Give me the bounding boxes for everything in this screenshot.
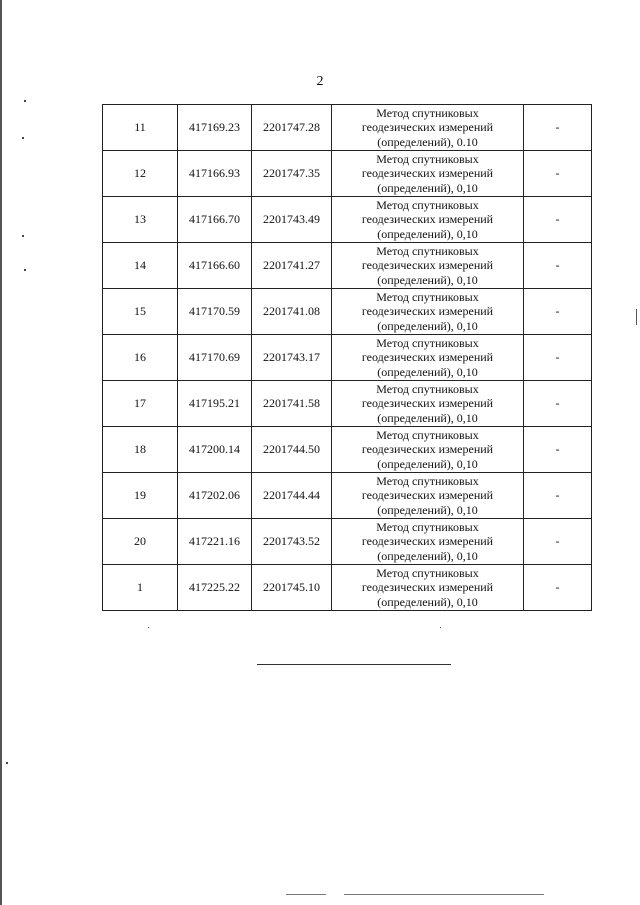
method-line: геодезических измерений xyxy=(361,534,494,549)
y-coordinate-cell: 2201744.44 xyxy=(252,473,332,519)
x-coordinate-cell: 417225.22 xyxy=(178,565,252,611)
scan-speck xyxy=(22,137,24,139)
x-coordinate-cell: 417166.60 xyxy=(178,243,252,289)
table-row xyxy=(103,519,592,565)
x-coordinate-cell: 417200.14 xyxy=(178,427,252,473)
y-coordinate-cell: 2201747.28 xyxy=(252,105,332,151)
method-line: (определений), 0,10 xyxy=(377,502,478,517)
note-cell: - xyxy=(524,565,592,611)
method-cell xyxy=(332,335,524,381)
table-row xyxy=(103,565,592,611)
method-cell xyxy=(332,105,524,151)
scan-speck xyxy=(24,269,26,271)
x-coordinate-cell: 417202.06 xyxy=(178,473,252,519)
note-cell: - xyxy=(524,427,592,473)
method-line: Метод спутниковых xyxy=(376,473,479,488)
scan-speck xyxy=(24,100,26,102)
table-row xyxy=(103,473,592,519)
method-cell xyxy=(332,197,524,243)
point-number-cell: 17 xyxy=(103,381,178,427)
table-row xyxy=(103,105,592,151)
method-line: (определений), 0.10 xyxy=(377,134,478,149)
y-coordinate-cell: 2201743.52 xyxy=(252,519,332,565)
method-line: Метод спутниковых xyxy=(376,381,479,396)
note-cell: - xyxy=(524,381,592,427)
x-coordinate-cell: 417221.16 xyxy=(178,519,252,565)
method-line: (определений), 0,10 xyxy=(377,548,478,563)
table-row xyxy=(103,427,592,473)
method-line: Метод спутниковых xyxy=(376,565,479,580)
x-coordinate-cell: 417170.59 xyxy=(178,289,252,335)
method-line: геодезических измерений xyxy=(361,350,494,365)
x-coordinate-cell: 417170.69 xyxy=(178,335,252,381)
scan-dash xyxy=(286,894,326,895)
method-line: геодезических измерений xyxy=(361,120,494,135)
method-cell xyxy=(332,381,524,427)
method-line: геодезических измерений xyxy=(361,258,494,273)
x-coordinate-cell: 417195.21 xyxy=(178,381,252,427)
note-cell: - xyxy=(524,473,592,519)
point-number-cell: 19 xyxy=(103,473,178,519)
method-line: (определений), 0,10 xyxy=(377,594,478,609)
table-row xyxy=(103,335,592,381)
note-cell: - xyxy=(524,151,592,197)
method-cell xyxy=(332,151,524,197)
point-number-cell: 15 xyxy=(103,289,178,335)
method-line: геодезических измерений xyxy=(361,212,494,227)
table-row xyxy=(103,197,592,243)
method-line: Метод спутниковых xyxy=(376,427,479,442)
point-number-cell: 18 xyxy=(103,427,178,473)
method-line: Метод спутниковых xyxy=(376,289,479,304)
method-line: Метод спутниковых xyxy=(376,105,479,120)
method-cell xyxy=(332,427,524,473)
y-coordinate-cell: 2201741.27 xyxy=(252,243,332,289)
method-line: геодезических измерений xyxy=(361,442,494,457)
point-number-cell: 11 xyxy=(103,105,178,151)
separator-line xyxy=(257,664,451,665)
method-line: геодезических измерений xyxy=(361,396,494,411)
method-line: Метод спутниковых xyxy=(376,335,479,350)
method-line: геодезических измерений xyxy=(361,580,494,595)
method-line: (определений), 0,10 xyxy=(377,410,478,425)
point-number-cell: 12 xyxy=(103,151,178,197)
x-coordinate-cell: 417169.23 xyxy=(178,105,252,151)
note-cell: - xyxy=(524,335,592,381)
table-row xyxy=(103,151,592,197)
scan-dash xyxy=(344,894,544,895)
y-coordinate-cell: 2201743.49 xyxy=(252,197,332,243)
coordinates-table-body xyxy=(103,105,592,611)
scan-speck xyxy=(22,235,24,237)
scan-speck xyxy=(440,627,441,628)
method-line: Метод спутниковых xyxy=(376,197,479,212)
method-line: геодезических измерений xyxy=(361,488,494,503)
method-line: (определений), 0,10 xyxy=(377,318,478,333)
point-number-cell: 13 xyxy=(103,197,178,243)
note-cell: - xyxy=(524,197,592,243)
scan-speck xyxy=(6,762,8,764)
point-number-cell: 20 xyxy=(103,519,178,565)
point-number-cell: 1 xyxy=(103,565,178,611)
y-coordinate-cell: 2201741.58 xyxy=(252,381,332,427)
y-coordinate-cell: 2201741.08 xyxy=(252,289,332,335)
y-coordinate-cell: 2201743.17 xyxy=(252,335,332,381)
note-cell: - xyxy=(524,519,592,565)
method-line: геодезических измерений xyxy=(361,304,494,319)
note-cell: - xyxy=(524,105,592,151)
method-line: геодезических измерений xyxy=(361,166,494,181)
scan-mark xyxy=(636,309,637,325)
x-coordinate-cell: 417166.70 xyxy=(178,197,252,243)
page-left-edge xyxy=(0,0,2,905)
method-cell xyxy=(332,289,524,335)
method-cell xyxy=(332,565,524,611)
point-number-cell: 14 xyxy=(103,243,178,289)
table-row xyxy=(103,381,592,427)
scan-speck xyxy=(148,627,149,628)
method-cell xyxy=(332,473,524,519)
table-row xyxy=(103,243,592,289)
method-line: (определений), 0,10 xyxy=(377,456,478,471)
method-cell xyxy=(332,243,524,289)
note-cell: - xyxy=(524,243,592,289)
method-line: (определений), 0,10 xyxy=(377,180,478,195)
coordinates-table xyxy=(102,104,592,611)
method-line: (определений), 0,10 xyxy=(377,272,478,287)
y-coordinate-cell: 2201747.35 xyxy=(252,151,332,197)
method-line: Метод спутниковых xyxy=(376,243,479,258)
point-number-cell: 16 xyxy=(103,335,178,381)
method-line: Метод спутниковых xyxy=(376,151,479,166)
y-coordinate-cell: 2201745.10 xyxy=(252,565,332,611)
x-coordinate-cell: 417166.93 xyxy=(178,151,252,197)
method-line: (определений), 0,10 xyxy=(377,364,478,379)
page-number: 2 xyxy=(316,74,324,89)
note-cell: - xyxy=(524,289,592,335)
method-line: Метод спутниковых xyxy=(376,519,479,534)
y-coordinate-cell: 2201744.50 xyxy=(252,427,332,473)
table-row xyxy=(103,289,592,335)
method-line: (определений), 0,10 xyxy=(377,226,478,241)
method-cell xyxy=(332,519,524,565)
